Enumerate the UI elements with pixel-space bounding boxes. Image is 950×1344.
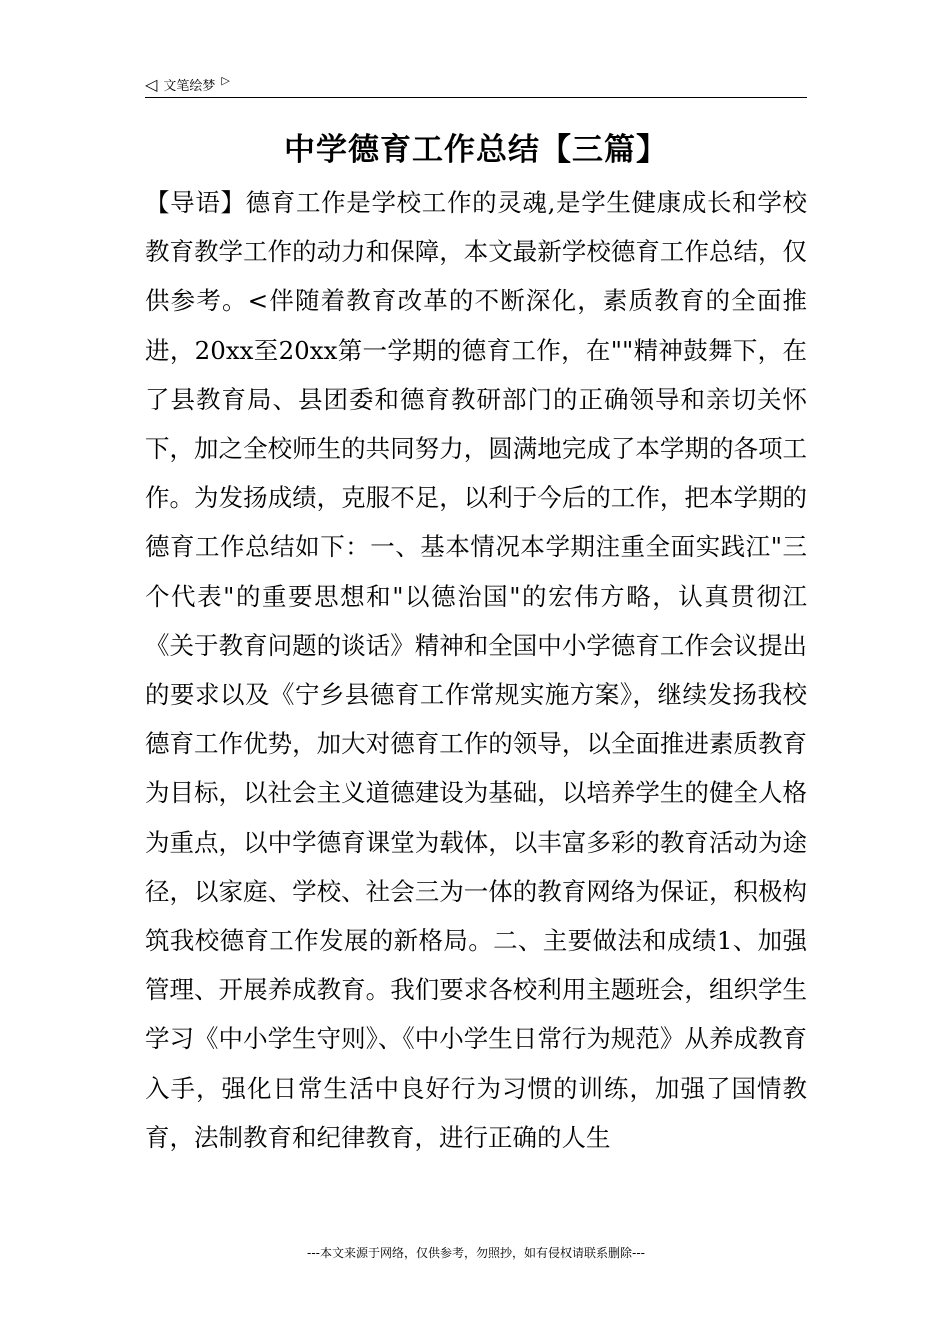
right-triangle-icon: ▷ <box>221 73 230 87</box>
header-brand: 文笔绘梦 <box>163 78 216 94</box>
left-triangle-icon: ◁ <box>145 74 158 94</box>
page-footer: ---本文来源于网络，仅供参考，勿照抄，如有侵权请联系删除--- <box>307 1246 645 1260</box>
header-divider <box>145 97 807 98</box>
page-title: 中学德育工作总结【三篇】 <box>284 132 668 168</box>
page-header <box>145 70 807 98</box>
body-paragraph: 【导语】德育工作是学校工作的灵魂,是学生健康成长和学校教育教学工作的动力和保障，本文最新学校德育工作总结，仅供参考。<伴随着教育改革的不断深化，素质教育的全面推进，20xx至20xx第一学期的德育工作，在""精神鼓舞下，在了县教育局、县团委和德育教研部门的正确领导和亲切关怀下，加之全校师生的共同努力，圆满地完成了本学期的各项工作。为发扬成绩，克服不足，以利于今后的工作，把本学期的德育工作总结如下：一、基本情况本学期注重全面实践江"三个代表"的重要思想和"以德治国"的宏伟方略，认真贯彻江《关于教育问题的谈话》精神和全国中小学德育工作会议提出的要求以及《宁乡县德育工作常规实施方案》，继续发扬我校德育工作优势，加大对德育工作的领导，以全面推进素质教育为目标，以社会主义道德建设为基础，以培养学生的健全人格为重点，以中学德育课堂为载体，以丰富多彩的教育活动为途径，以家庭、学校、社会三为一体的教育网络为保证，积极构筑我校德育工作发展的新格局。二、主要做法和成绩1、加强管理、开展养成教育。我们要求各校利用主题班会，组织学生学习《中小学生守则》、《中小学生日常行为规范》从养成教育入手，强化日常生活中良好行为习惯的训练，加强了国情教育，法制教育和纪律教育，进行正确的人生 <box>145 188 807 1152</box>
